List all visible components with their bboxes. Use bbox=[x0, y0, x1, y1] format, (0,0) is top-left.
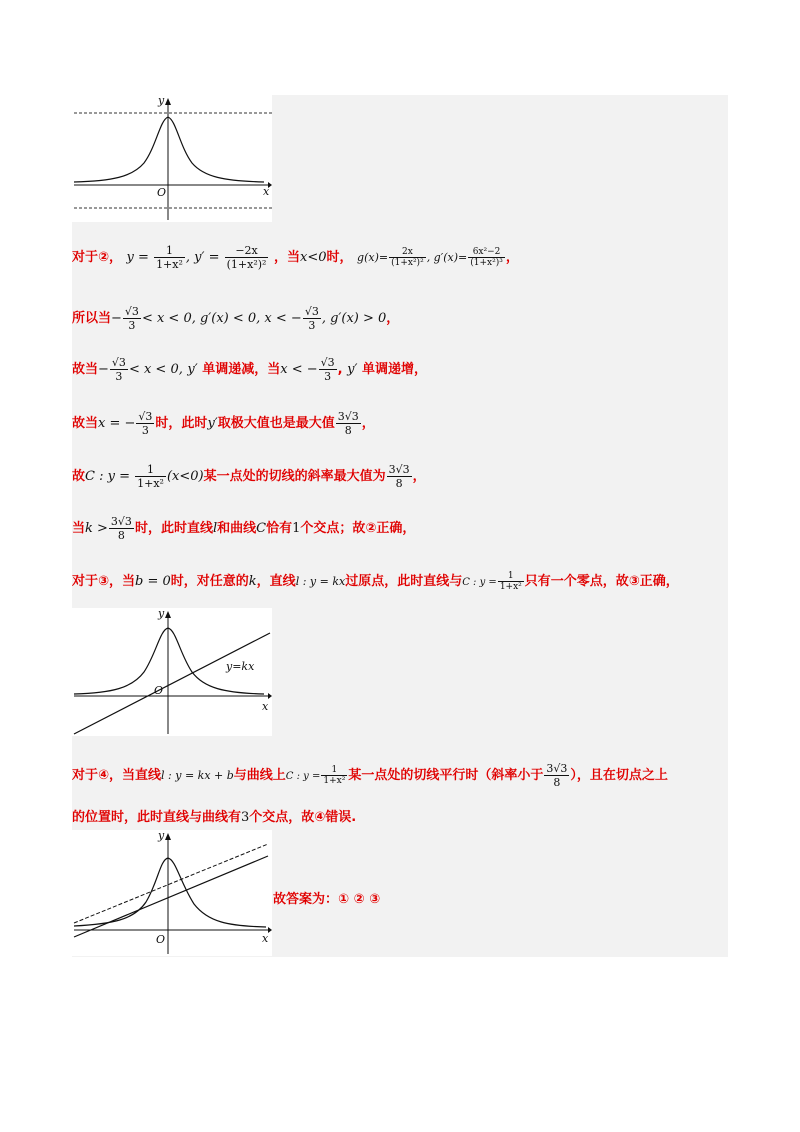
l5-b: (x<0) bbox=[166, 469, 204, 484]
l2-c: , g′(x) > 0 bbox=[321, 311, 387, 326]
l5-frac2-num: 3√3 bbox=[388, 463, 410, 476]
fig2-x-label: x bbox=[262, 700, 269, 713]
l8-frac2-num: 3√3 bbox=[546, 762, 568, 775]
l1-cond: x<0 bbox=[300, 250, 327, 265]
l3-frac2-den: 3 bbox=[324, 370, 332, 383]
l1-f1-lhs: y = bbox=[126, 250, 154, 265]
text-line-5 bbox=[72, 463, 426, 490]
l5-frac2-den: 8 bbox=[395, 477, 403, 490]
text-line-3: 故当− $\frac{√3}{3}$ < x < 0, y′ 单调递减，当x < − $\frac{√3}{3}$ , y′ 单调递增， bbox=[72, 356, 427, 383]
l1-g-lhs: g(x)= bbox=[357, 251, 389, 264]
l1-frac1-den: 1+x² bbox=[156, 258, 183, 271]
l3-frac2 bbox=[319, 356, 337, 383]
l6-a: k > bbox=[85, 521, 108, 536]
l8-frac2 bbox=[544, 762, 569, 789]
l4-frac1-num: √3 bbox=[138, 410, 153, 423]
l7-t2: 时，对任意的 bbox=[170, 574, 249, 589]
l5-frac1-den: 1+x² bbox=[137, 477, 164, 490]
fig1-x-label: x bbox=[263, 185, 270, 198]
l1-frac1 bbox=[154, 244, 185, 271]
l7-frac1 bbox=[498, 571, 524, 592]
l8-l: l : y = kx + b bbox=[161, 769, 234, 782]
l4-frac1 bbox=[136, 410, 154, 437]
text-line-4 bbox=[72, 410, 375, 437]
l3-a: − bbox=[98, 362, 109, 377]
l4-yp: y′ bbox=[207, 416, 218, 431]
l8-t2: 与曲线上 bbox=[233, 768, 286, 783]
l9-t2: 个交点，故④错误. bbox=[249, 810, 357, 825]
fig1-y-label: y bbox=[158, 95, 165, 107]
fig1-origin-label: O bbox=[157, 186, 167, 199]
l2-t2: ， bbox=[386, 311, 400, 326]
l2-frac2-den: 3 bbox=[308, 319, 316, 332]
l4-frac2-num: 3√3 bbox=[337, 410, 359, 423]
text-line-7 bbox=[72, 570, 679, 592]
l1-t3: 时， bbox=[326, 250, 353, 265]
l7-frac1-num: 1 bbox=[498, 571, 524, 582]
l2-t1: 所以当 bbox=[72, 311, 112, 326]
l4-t3: 取极大值也是最大值 bbox=[217, 416, 335, 431]
l7-t5: 只有一个零点，故③正确， bbox=[524, 574, 679, 589]
l8-frac1-num: 1 bbox=[321, 765, 347, 776]
l2-a: − bbox=[111, 311, 122, 326]
l9-n: 3 bbox=[241, 810, 250, 825]
l6-one: 1 bbox=[292, 521, 301, 536]
l3-b: < x < 0, bbox=[128, 362, 183, 377]
l8-t3: 某一点处的切线平行时（斜率小于 bbox=[348, 768, 544, 783]
l1-frac3-den: (1+x²)² bbox=[391, 258, 424, 268]
l6-frac1-den: 8 bbox=[117, 529, 125, 542]
l8-frac2-den: 8 bbox=[553, 776, 561, 789]
text-line-6 bbox=[72, 515, 415, 542]
l6-c: C bbox=[256, 521, 267, 536]
l3-frac2-num: √3 bbox=[320, 356, 335, 369]
l3-t3: 单调递增， bbox=[361, 362, 427, 377]
l9-t1: 的位置时，此时直线与曲线有 bbox=[72, 810, 242, 825]
l7-frac1-den: 1+x² bbox=[499, 582, 522, 592]
l2-frac1-den: 3 bbox=[128, 319, 136, 332]
figure-2-svg bbox=[72, 608, 272, 736]
l3-c: x < − bbox=[280, 362, 318, 377]
l1-frac3-num: 2x bbox=[389, 247, 426, 258]
l3-t1: 故当 bbox=[72, 362, 99, 377]
l4-t2: 时，此时 bbox=[155, 416, 208, 431]
l4-frac2 bbox=[336, 410, 361, 437]
l1-frac3 bbox=[389, 247, 426, 268]
l7-t4: 过原点，此时直线与 bbox=[345, 574, 463, 589]
text-line-8 bbox=[72, 762, 668, 789]
l5-a: C : y = bbox=[85, 469, 135, 484]
l7-l: l : y = kx bbox=[295, 575, 346, 588]
l3-frac1-den: 3 bbox=[115, 370, 123, 383]
l5-t2: 某一点处的切线的斜率最大值为 bbox=[203, 469, 386, 484]
l1-frac4-num: 6x²−2 bbox=[468, 247, 505, 258]
l5-frac1 bbox=[135, 463, 166, 490]
l6-t2: 时，此时直线 bbox=[134, 521, 213, 536]
fig3-origin-label: O bbox=[156, 933, 166, 946]
l1-t1: 对于②， bbox=[72, 250, 123, 265]
l3-yp: y′ bbox=[187, 362, 198, 377]
l4-t4: ， bbox=[361, 416, 375, 431]
l2-frac2 bbox=[303, 305, 321, 332]
l1-frac4 bbox=[468, 247, 505, 268]
answer-text: 故答案为：① ② ③ bbox=[273, 892, 381, 907]
l5-t1: 故 bbox=[72, 469, 86, 484]
l3-yp2: y′ bbox=[347, 362, 358, 377]
fig3-y-label: y bbox=[158, 830, 165, 842]
l8-t1: 对于④，当直线 bbox=[72, 768, 162, 783]
l2-frac1-num: √3 bbox=[124, 305, 139, 318]
l4-t1: 故当 bbox=[72, 416, 99, 431]
l7-b: b = 0 bbox=[135, 574, 171, 589]
l7-k: k bbox=[248, 574, 257, 589]
l6-t4: 恰有 bbox=[266, 521, 293, 536]
l1-frac2-den: (1+x²)² bbox=[226, 258, 267, 271]
l8-t4: ），且在切点之上 bbox=[570, 768, 668, 783]
text-line-1 bbox=[72, 244, 519, 271]
figure-curve-bounded bbox=[72, 95, 272, 222]
l1-t4: ， bbox=[505, 250, 519, 265]
l6-t3: 和曲线 bbox=[217, 521, 257, 536]
l7-t3: ，直线 bbox=[256, 574, 296, 589]
l3-frac1-num: √3 bbox=[111, 356, 126, 369]
text-line-2 bbox=[72, 305, 399, 332]
l5-t3: ， bbox=[412, 469, 426, 484]
fig2-line-label: y=kx bbox=[226, 660, 255, 673]
l4-frac1-den: 3 bbox=[141, 424, 149, 437]
l3-frac1 bbox=[110, 356, 128, 383]
l5-frac1-num: 1 bbox=[135, 463, 166, 477]
l1-frac2 bbox=[225, 244, 269, 271]
figure-curve-line-through-origin bbox=[72, 608, 272, 736]
figure-curve-bounded-svg bbox=[72, 95, 272, 222]
l1-frac2-num: −2x bbox=[225, 244, 269, 258]
figure-3-svg bbox=[72, 830, 272, 956]
fig2-origin-label: O bbox=[154, 684, 164, 697]
l1-f1-mid: , y′ = bbox=[185, 250, 224, 265]
l6-frac1 bbox=[109, 515, 134, 542]
l2-frac1 bbox=[123, 305, 141, 332]
figure-curve-two-lines bbox=[72, 830, 272, 956]
l2-frac2-num: √3 bbox=[304, 305, 319, 318]
l7-t1: 对于③，当 bbox=[72, 574, 136, 589]
fig3-x-label: x bbox=[262, 932, 269, 945]
l8-frac1 bbox=[321, 765, 347, 786]
l6-frac1-num: 3√3 bbox=[110, 515, 132, 528]
l4-a: x = − bbox=[98, 416, 136, 431]
l1-g-mid: , g′(x)= bbox=[426, 251, 468, 264]
l8-frac1-den: 1+x² bbox=[323, 776, 346, 786]
l1-frac1-num: 1 bbox=[154, 244, 185, 258]
l1-t2: ，当 bbox=[273, 250, 300, 265]
l3-t2: 单调递减，当 bbox=[202, 362, 281, 377]
l7-c: C : y = bbox=[462, 577, 497, 588]
text-line-9 bbox=[72, 806, 356, 825]
l4-frac2-den: 8 bbox=[344, 424, 352, 437]
l2-b: < x < 0, g′(x) < 0, x < − bbox=[141, 311, 302, 326]
l6-t1: 当 bbox=[72, 521, 86, 536]
l5-frac2 bbox=[387, 463, 412, 490]
l6-l: l bbox=[212, 521, 218, 536]
l8-c: C : y = bbox=[285, 771, 321, 782]
l6-t5: 个交点；故②正确， bbox=[300, 521, 416, 536]
l1-frac4-den: (1+x²)³ bbox=[470, 258, 503, 268]
fig2-y-label: y bbox=[158, 608, 165, 620]
